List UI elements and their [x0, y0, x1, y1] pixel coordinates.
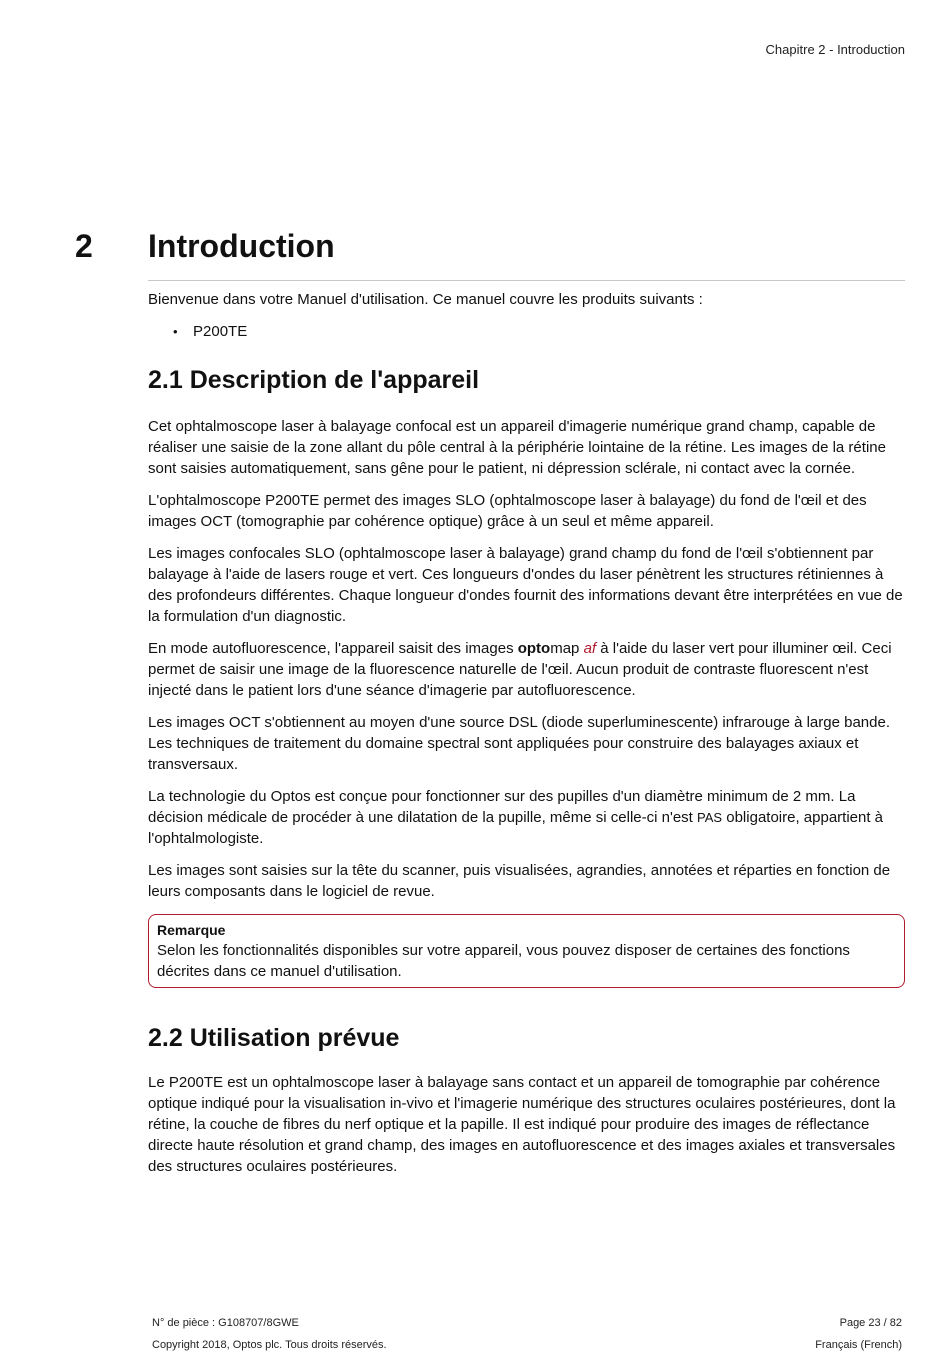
text-run: La technologie du Optos est conçue pour fonctionner sur des pupilles d'un diamètre minimum de 2 mm. La décision médicale de procéder à une dilatation de la pupille, même si celle-ci n'est [148, 788, 856, 826]
text-run: En mode autofluorescence, l'appareil saisit des images [148, 640, 518, 657]
paragraph: Les images OCT s'obtiennent au moyen d'une source DSL (diode superluminescente) infrarouge à large bande. Les techniques de traitement du domaine spectral sont appliquées pour construire des balayages axiaux et transversaux. [148, 714, 891, 773]
text-run: à l'aide du laser vert pour illuminer œil. Ceci permet de saisir une image de la fluorescence naturelle de l'œil. Aucun produit de contraste fluorescent n'est injecté dans le patient lors d'une séance d'imagerie par autofluorescence. [148, 640, 892, 699]
section-heading-description: 2.1 Description de l'appareil [148, 366, 480, 394]
product-list-item: • P200TE [193, 321, 905, 342]
section-heading-intended-use: 2.2 Utilisation prévue [148, 1024, 400, 1052]
intro-paragraph: Bienvenue dans votre Manuel d'utilisation. Ce manuel couvre les produits suivants : [148, 291, 703, 308]
copyright: Copyright 2018, Optos plc. Tous droits réservés. [152, 1339, 387, 1351]
paragraph: Les images sont saisies sur la tête du scanner, puis visualisées, agrandies, annotées et réparties en fonction de leurs composants dans le logiciel de revue. [148, 862, 891, 900]
chapter-number: 2 [75, 228, 93, 264]
text-run: obligatoire, appartient à l'ophtalmologiste. [148, 809, 884, 847]
page-content [148, 289, 905, 1188]
note-text: Selon les fonctionnalités disponibles sur votre appareil, vous pouvez disposer de certaines des fonctions décrites dans ce manuel d'utilisation. [157, 942, 850, 980]
paragraph-autofluorescence [148, 638, 905, 701]
pas-emphasis: PAS [697, 810, 723, 825]
page-number: Page 23 / 82 [839, 1317, 902, 1329]
note-box [148, 914, 905, 988]
paragraph: L'ophtalmoscope P200TE permet des images SLO (ophtalmoscope laser à balayage) du fond de l'œil et des images OCT (tomographie par cohérence optique) grâce à un seul et même appareil. [148, 492, 867, 530]
paragraph: Cet ophtalmoscope laser à balayage confocal est un appareil d'imagerie numérique grand champ, capable de réaliser une saisie de la zone allant du pôle central à la périphérie lointaine de la rétine. Les images de la rétine sont saisies automatiquement, sans gêne pour le patient, ni dépression sclérale, ni contact avec la cornée. [148, 418, 886, 477]
brand-af: af [583, 640, 597, 657]
paragraph: Les images confocales SLO (ophtalmoscope laser à balayage) grand champ du fond de l'œil s'obtiennent par balayage à l'aide de lasers rouge et vert. Ces longueurs d'ondes du laser pénètrent les structures rétiniennes à des profondeurs différentes. Chaque longueur d'ondes fournit des informations devant être interprétées en vue de la formulation d'un diagnostic. [148, 545, 903, 625]
note-title: Remarque [157, 922, 226, 938]
brand-map: map [550, 640, 580, 657]
chapter-title: Introduction [148, 228, 335, 264]
running-head: Chapitre 2 - Introduction [765, 42, 905, 57]
product-list [148, 321, 905, 342]
paragraph-pupil [148, 786, 905, 849]
language: Français (French) [815, 1339, 902, 1351]
chapter-divider [148, 280, 905, 281]
page-footer [152, 1317, 902, 1351]
paragraph: Le P200TE est un ophtalmoscope laser à balayage sans contact et un appareil de tomographie par cohérence optique indiqué pour la visualisation in-vivo et l'imagerie numérique des structures oculaires postérieures, dont la rétine, la couche de fibres du nerf optique et la papille. Il est indiqué pour produire des images de réflectance directe haute résolution et grand champ, des images en autofluorescence et des images axiales et transversales des structures oculaires postérieures. [148, 1074, 896, 1175]
brand-opto: opto [517, 640, 551, 657]
part-number: N° de pièce : G108707/8GWE [152, 1317, 299, 1329]
